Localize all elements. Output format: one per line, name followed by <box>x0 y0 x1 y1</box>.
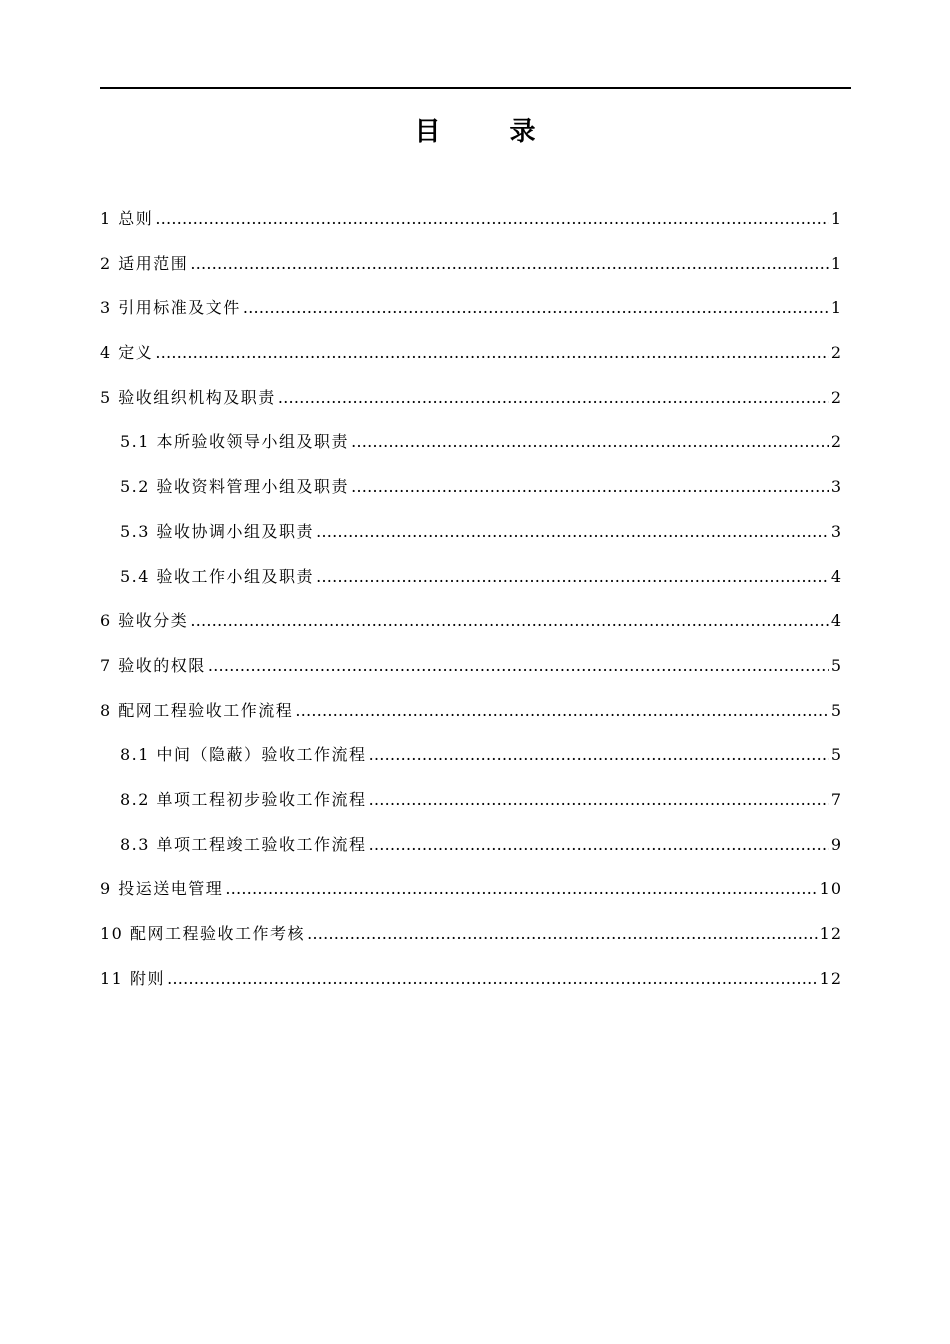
dot-leader <box>190 250 829 278</box>
dot-leader <box>190 607 829 635</box>
dot-leader <box>316 563 829 591</box>
toc-entry-label: 8.2 单项工程初步验收工作流程 <box>120 789 367 809</box>
toc-entry-page: 12 <box>819 924 842 943</box>
toc-title: 目 录 <box>414 117 566 147</box>
dot-leader <box>155 205 829 233</box>
dot-leader <box>243 294 829 322</box>
toc-entry-label: 5.4 验收工作小组及职责 <box>120 566 315 586</box>
toc-entry-3[interactable] <box>100 294 842 339</box>
dot-leader <box>278 384 829 412</box>
toc-entry-page: 3 <box>830 521 842 541</box>
toc-entry-5[interactable] <box>100 384 842 429</box>
toc-entry-label: 5.2 验收资料管理小组及职责 <box>120 477 350 497</box>
toc-entry-label: 7 验收的权限 <box>100 655 206 675</box>
dot-leader <box>369 831 829 859</box>
dot-leader <box>351 428 829 456</box>
toc-entry-label: 3 引用标准及文件 <box>100 298 241 318</box>
toc-entry-label: 8 配网工程验收工作流程 <box>100 700 294 720</box>
toc-entry-label: 8.1 中间（隐蔽）验收工作流程 <box>120 745 367 765</box>
toc-entry-8-1[interactable] <box>100 741 842 786</box>
dot-leader <box>155 339 829 367</box>
toc-entry-8-2[interactable] <box>100 786 842 831</box>
toc-entry-2[interactable] <box>100 250 842 295</box>
toc-entry-1[interactable] <box>100 205 842 250</box>
toc-entry-label: 8.3 单项工程竣工验收工作流程 <box>120 834 367 854</box>
toc-entry-page: 9 <box>830 834 842 854</box>
toc-entry-label: 2 适用范围 <box>100 253 189 273</box>
toc-entry-page: 1 <box>830 209 842 228</box>
toc-entry-page: 5 <box>830 745 842 765</box>
toc-entry-label: 10 配网工程验收工作考核 <box>100 924 305 943</box>
toc-entry-8-3[interactable] <box>100 831 842 876</box>
toc-entry-page: 2 <box>830 432 842 452</box>
dot-leader <box>307 920 818 948</box>
toc-entry-8[interactable] <box>100 697 842 742</box>
dot-leader <box>295 697 829 725</box>
toc-entry-5-4[interactable] <box>100 563 842 608</box>
toc-entry-label: 4 定义 <box>100 343 154 363</box>
toc-entry-label: 5 验收组织机构及职责 <box>100 387 276 407</box>
toc-entry-label: 1 总则 <box>100 209 154 228</box>
toc-entry-7[interactable] <box>100 652 842 697</box>
toc-entry-label: 5.1 本所验收领导小组及职责 <box>120 432 350 452</box>
toc-entry-page: 4 <box>830 566 842 586</box>
toc-entry-page: 12 <box>819 968 842 988</box>
toc-entry-10[interactable] <box>100 920 842 965</box>
toc-entry-page: 7 <box>830 789 842 809</box>
table-of-contents <box>100 205 842 1009</box>
toc-entry-page: 2 <box>830 387 842 407</box>
toc-entry-label: 9 投运送电管理 <box>100 879 224 899</box>
toc-entry-5-3[interactable] <box>100 518 842 563</box>
dot-leader <box>167 965 818 993</box>
dot-leader <box>369 741 829 769</box>
toc-entry-4[interactable] <box>100 339 842 384</box>
dot-leader <box>208 652 829 680</box>
toc-entry-9[interactable] <box>100 875 842 920</box>
toc-entry-page: 4 <box>830 611 842 631</box>
dot-leader <box>369 786 829 814</box>
dot-leader <box>316 518 829 546</box>
toc-entry-page: 10 <box>819 879 842 899</box>
toc-entry-page: 1 <box>830 298 842 318</box>
dot-leader <box>225 875 817 903</box>
header-rule <box>100 87 851 89</box>
toc-entry-6[interactable] <box>100 607 842 652</box>
toc-entry-page: 5 <box>830 700 842 720</box>
dot-leader <box>351 473 829 501</box>
toc-entry-label: 11 附则 <box>100 968 165 988</box>
toc-entry-label: 6 验收分类 <box>100 611 189 631</box>
toc-entry-11[interactable] <box>100 965 842 1010</box>
toc-entry-label: 5.3 验收协调小组及职责 <box>120 521 315 541</box>
toc-entry-5-2[interactable] <box>100 473 842 518</box>
toc-entry-page: 3 <box>830 477 842 497</box>
toc-entry-page: 1 <box>830 253 842 273</box>
toc-entry-page: 2 <box>830 343 842 363</box>
toc-entry-page: 5 <box>830 655 842 675</box>
toc-entry-5-1[interactable] <box>100 428 842 473</box>
